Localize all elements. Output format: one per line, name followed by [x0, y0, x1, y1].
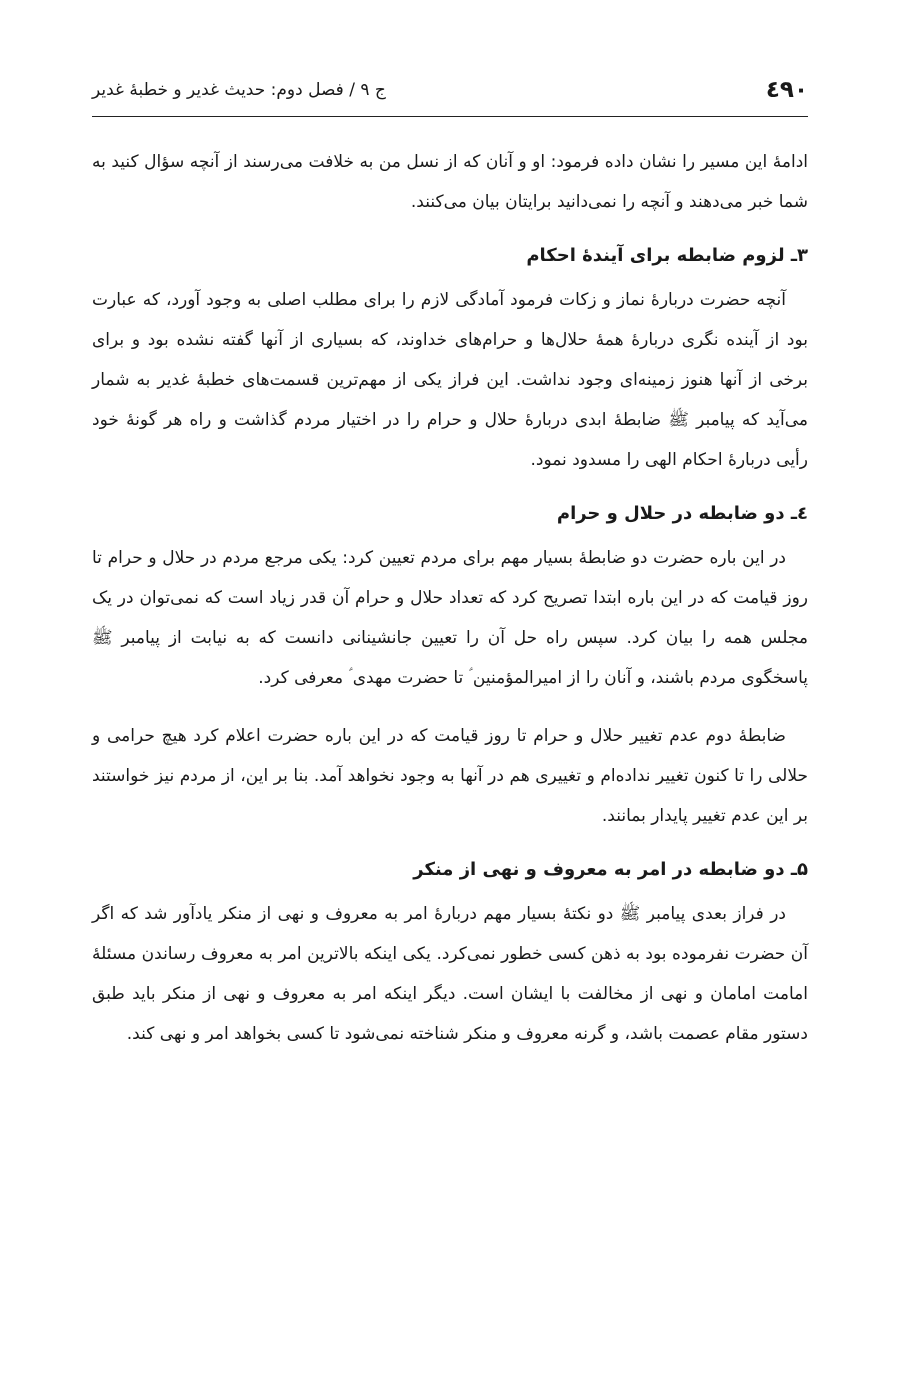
section-heading-4: ٤ـ دو ضابطه در حلال و حرام: [556, 503, 808, 524]
paragraph-section-4-rule-2: ضابطهٔ دوم عدم تغییر حلال و حرام تا روز قیامت که در این باره حضرت اعلام کرد هیچ حرامی و حلالی را تا کنون تغییر نداده‌ام و تغییری هم در آنها به وجود نخواهد آمد. بنا بر این، از مردم نیز خواستند بر این عدم تغییر پایدار بمانند.: [92, 726, 808, 826]
paragraph-section-5: در فراز بعدی پیامبر ﷺ دو نکتهٔ بسیار مهم دربارهٔ امر به معروف و نهی از منکر یادآور شد که اگر آن حضرت نفرموده بود به ذهن کسی خطور نمی‌کرد. یکی اینکه بالاترین امر به معروف رساندن مسئلهٔ امامت امامان و نهی از مخالفت با ایشان است. دیگر اینکه امر به معروف و نهی از منکر باید طبق دستور مقام عصمت باشد، و گرنه معروف و منکر شناخته نمی‌شود تا کسی بخواهد امر و نهی کند.: [92, 904, 808, 1044]
paragraph-intro: ادامهٔ این مسیر را نشان داده فرمود: او و آنان که از نسل من به خلافت می‌رسند از آنچه سؤال کنید به شما خبر می‌دهند و آنچه را نمی‌دانید برایتان بیان می‌کنند.: [92, 152, 808, 212]
page-body: [92, 142, 808, 1054]
running-title: ج ٩ / فصل دوم: حدیث غدیر و خطبهٔ غدیر: [92, 80, 386, 100]
running-header: [92, 72, 808, 108]
section-heading-5: ۵ـ دو ضابطه در امر به معروف و نهی از منکر: [413, 859, 808, 880]
header-rule: [92, 116, 808, 117]
page-number: ٤٩٠: [765, 77, 808, 103]
section-heading-3: ۳ـ لزوم ضابطه برای آیندهٔ احکام: [526, 245, 808, 266]
paragraph-section-4-rule-1: در این باره حضرت دو ضابطهٔ بسیار مهم برای مردم تعیین کرد: یکی مرجع مردم در حلال و حرام تا روز قیامت که در این باره ابتدا تصریح کرد که تعداد حلال و حرام آن قدر زیاد است که نمی‌توان در یک مجلس همه را بیان کرد. سپس راه حل آن را تعیین جانشینانی دانست که به نیابت از پیامبر ﷺ پاسخگوی مردم باشند، و آنان را از امیرالمؤمنین ؑ تا حضرت مهدی ؑ معرفی کرد.: [92, 548, 808, 688]
book-page: [92, 0, 808, 1390]
paragraph-section-3: آنچه حضرت دربارهٔ نماز و زکات فرمود آمادگی لازم را برای مطلب اصلی به وجود آورد، که عبارت بود از آینده نگری دربارهٔ همهٔ حلال‌ها و حرام‌های خداوند، که بسیاری از آنها گفته نشده بود و برای برخی از آنها هنوز زمینه‌ای وجود نداشت. این فراز یکی از مهم‌ترین قسمت‌های خطبهٔ غدیر به شمار می‌آید که پیامبر ﷺ ضابطهٔ ابدی دربارهٔ حلال و حرام را در اختیار مردم گذاشت و راه هر گونهٔ خود رأیی دربارهٔ احکام الهی را مسدود نمود.: [92, 290, 808, 470]
